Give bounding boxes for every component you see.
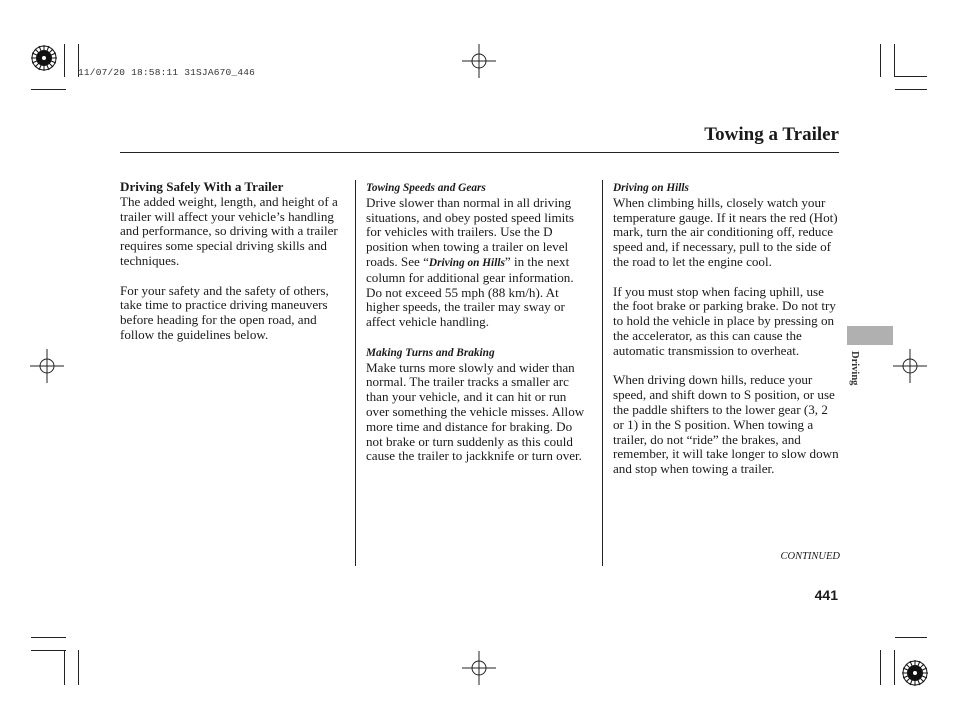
column-divider xyxy=(355,180,356,566)
registration-sunburst-icon xyxy=(901,659,929,687)
column-divider xyxy=(602,180,603,566)
column-3 xyxy=(613,180,841,492)
section-heading-towing-speeds: Towing Speeds and Gears xyxy=(366,182,486,194)
registration-sunburst-icon xyxy=(30,44,58,72)
paragraph: For your safety and the safety of others, take time to practice driving maneuvers before heading for the open road, and follow the guidelines below. xyxy=(120,282,329,342)
paragraph-part: Drive slower than normal in all driving situations, and obey posted speed limits for vehicles with trailers. Use the D position when towing a trailer on level roads. See “ xyxy=(366,194,575,269)
registration-crosshair-icon xyxy=(462,44,496,78)
column-2 xyxy=(366,180,590,479)
page-title: Towing a Trailer xyxy=(704,124,839,145)
column-1 xyxy=(120,180,344,358)
section-tab xyxy=(847,326,893,345)
registration-crosshair-icon xyxy=(30,349,64,383)
section-heading-turns-braking: Making Turns and Braking xyxy=(366,346,495,359)
cross-reference-link[interactable]: Driving on Hills xyxy=(428,256,505,269)
paragraph: When climbing hills, closely watch your temperature gauge. If it nears the red (Hot) mark, turn the air conditioning off, reduce speed and, if necessary, pull to the side of the road to let the engine cool. xyxy=(613,194,838,269)
paragraph: When driving down hills, reduce your speed, and shift down to S position, or use the paddle shifters to the lower gear (3, 2 or 1) in the S position. When towing a trailer, do not “ride” the brakes, and remember, it will take longer to slow down and stop when towing a trailer. xyxy=(613,372,839,477)
registration-crosshair-icon xyxy=(893,349,927,383)
continued-label: CONTINUED xyxy=(780,551,840,562)
section-tab-label: Driving xyxy=(849,351,860,386)
paragraph: If you must stop when facing uphill, use the foot brake or parking brake. Do not try to hold the vehicle in place by pressing on the accelerator, as this can cause the automatic transmission to overheat. xyxy=(613,283,836,358)
print-slug: 11/07/20 18:58:11 31SJA670_446 xyxy=(78,67,256,78)
title-rule xyxy=(120,152,839,153)
section-heading-driving-safely: Driving Safely With a Trailer xyxy=(120,179,284,194)
page-number: 441 xyxy=(814,587,838,603)
section-heading-driving-on-hills: Driving on Hills xyxy=(613,182,689,194)
registration-crosshair-icon xyxy=(462,651,496,685)
paragraph: The added weight, length, and height of a trailer will affect your vehicle’s handling and performance, so driving with a trailer requires some special driving skills and techniques. xyxy=(120,193,338,268)
paragraph-part: ” in the next column for additional gear information. Do not exceed 55 mph (88 km/h). At higher speeds, the trailer may sway or affect vehicle handling. xyxy=(366,253,574,330)
paragraph: Make turns more slowly and wider than normal. The trailer tracks a smaller arc than your vehicle, and it can hit or run over something the vehicle misses. Allow more time and distance for braking. Do not brake or turn suddenly as this could cause the trailer to jackknife or turn over. xyxy=(366,359,585,464)
